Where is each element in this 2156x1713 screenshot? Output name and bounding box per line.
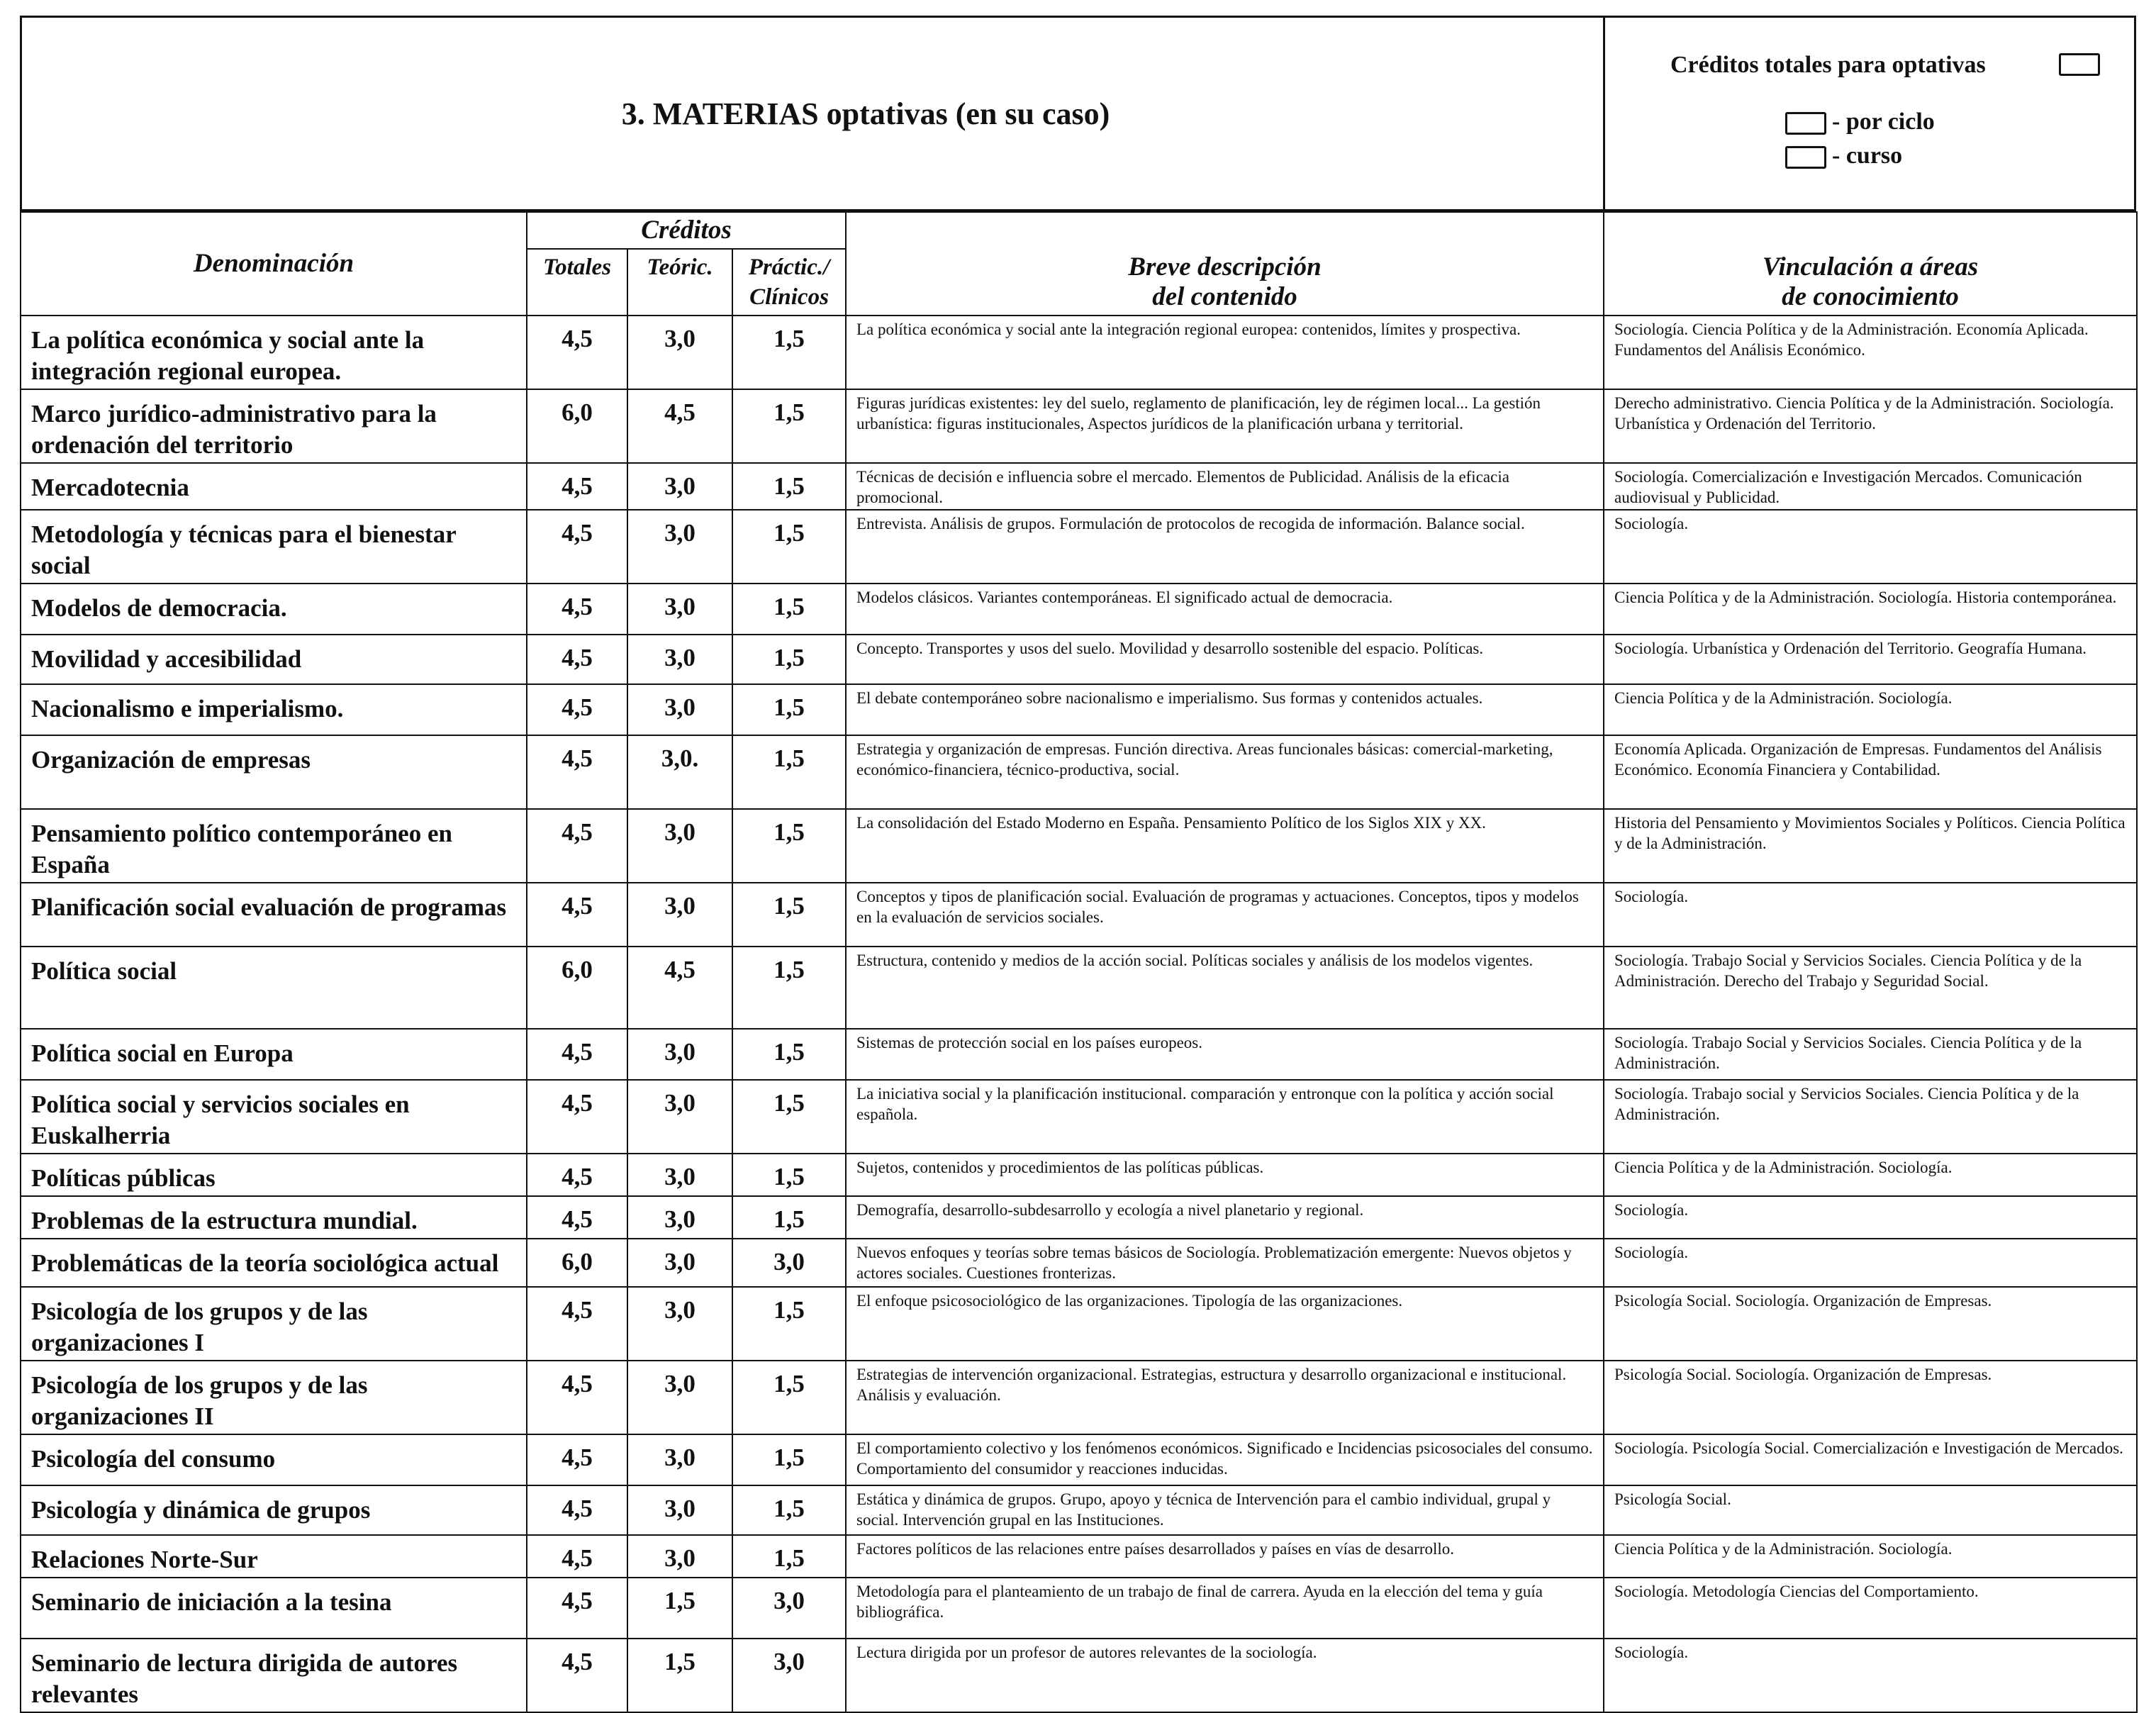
table-row	[21, 1434, 2137, 1485]
totales-value: 4,5	[527, 684, 627, 735]
subject-name: Políticas públicas	[21, 1154, 527, 1196]
teoric-value: 1,5	[627, 1578, 732, 1639]
teoric-value: 3,0	[627, 1485, 732, 1535]
totales-value: 4,5	[527, 1485, 627, 1535]
table-row	[21, 1239, 2137, 1287]
practic-value: 1,5	[732, 635, 846, 684]
subject-description: Lectura dirigida por un profesor de autores relevantes de la sociología.	[846, 1639, 1604, 1712]
subject-areas: Sociología.	[1604, 883, 2137, 947]
subject-areas: Sociología. Psicología Social. Comercialización e Investigación de Mercados.	[1604, 1434, 2137, 1485]
practic-value: 1,5	[732, 1287, 846, 1361]
subject-areas: Psicología Social. Sociología. Organización de Empresas.	[1604, 1361, 2137, 1434]
creditos-totales-box	[2059, 53, 2100, 76]
subject-description: Demografía, desarrollo-subdesarrollo y ecología a nivel planetario y regional.	[846, 1196, 1604, 1239]
col-vinculacion-line1: Vinculación a áreas	[1762, 252, 1979, 281]
teoric-value: 3,0	[627, 1361, 732, 1434]
subject-areas: Ciencia Política y de la Administración. Sociología.	[1604, 1535, 2137, 1578]
table-row	[21, 584, 2137, 635]
subject-description: Modelos clásicos. Variantes contemporáneas. El significado actual de democracia.	[846, 584, 1604, 635]
por-ciclo-box	[1785, 112, 1826, 135]
subject-description: Conceptos y tipos de planificación social. Evaluación de programas y actuaciones. Conceptos, tipos y modelos en la evaluación de servicios sociales.	[846, 883, 1604, 947]
subject-areas: Sociología. Comercialización e Investigación Mercados. Comunicación audiovisual y Publicidad.	[1604, 463, 2137, 510]
practic-value: 1,5	[732, 883, 846, 947]
col-practic-line2: Clínicos	[749, 284, 829, 310]
totales-value: 4,5	[527, 809, 627, 883]
practic-value: 1,5	[732, 1361, 846, 1434]
col-totales: Totales	[527, 249, 627, 316]
table-row	[21, 684, 2137, 735]
teoric-value: 3,0	[627, 1029, 732, 1080]
table-row	[21, 735, 2137, 809]
subject-name: Pensamiento político contemporáneo en España	[21, 809, 527, 883]
subject-areas: Sociología. Ciencia Política y de la Administración. Economía Aplicada. Fundamentos del Análisis Económico.	[1604, 316, 2137, 389]
subject-areas: Sociología. Metodología Ciencias del Comportamiento.	[1604, 1578, 2137, 1639]
col-vinculacion	[1604, 212, 2137, 316]
subject-description: Nuevos enfoques y teorías sobre temas básicos de Sociología. Problematización emergente: Nuevos objetos y actores sociales. Cuestiones fronterizas.	[846, 1239, 1604, 1287]
practic-value: 1,5	[732, 389, 846, 463]
table-row	[21, 1080, 2137, 1154]
table-row	[21, 947, 2137, 1029]
table-row	[21, 635, 2137, 684]
page-title: 3. MATERIAS optativas (en su caso)	[621, 96, 1110, 131]
col-creditos: Créditos	[527, 212, 846, 249]
teoric-value: 3,0	[627, 1434, 732, 1485]
table-row	[21, 1361, 2137, 1434]
subject-areas: Psicología Social. Sociología. Organización de Empresas.	[1604, 1287, 2137, 1361]
totales-value: 4,5	[527, 510, 627, 584]
por-ciclo-row	[1785, 108, 1935, 135]
subject-description: Entrevista. Análisis de grupos. Formulación de protocolos de recogida de información. Balance social.	[846, 510, 1604, 584]
subject-description: La consolidación del Estado Moderno en España. Pensamiento Político de los Siglos XIX y XX.	[846, 809, 1604, 883]
subject-areas: Ciencia Política y de la Administración. Sociología.	[1604, 1154, 2137, 1196]
por-ciclo-label: - por ciclo	[1832, 108, 1935, 135]
practic-value: 1,5	[732, 510, 846, 584]
col-denominacion: Denominación	[21, 212, 527, 316]
totales-value: 4,5	[527, 1434, 627, 1485]
subject-areas: Derecho administrativo. Ciencia Política y de la Administración. Sociología. Urbanística y Ordenación del Territorio.	[1604, 389, 2137, 463]
subject-name: Psicología de los grupos y de las organizaciones I	[21, 1287, 527, 1361]
subject-name: Psicología de los grupos y de las organizaciones II	[21, 1361, 527, 1434]
teoric-value: 3,0	[627, 635, 732, 684]
practic-value: 1,5	[732, 1535, 846, 1578]
teoric-value: 3,0	[627, 1535, 732, 1578]
subject-areas: Economía Aplicada. Organización de Empresas. Fundamentos del Análisis Económico. Economía Financiera y Contabilidad.	[1604, 735, 2137, 809]
col-teoric: Teóric.	[627, 249, 732, 316]
teoric-value: 3,0	[627, 1196, 732, 1239]
subject-areas: Ciencia Política y de la Administración. Sociología.	[1604, 684, 2137, 735]
subject-name: Política social en Europa	[21, 1029, 527, 1080]
teoric-value: 3,0	[627, 316, 732, 389]
teoric-value: 3,0	[627, 510, 732, 584]
subject-description: El enfoque psicosociológico de las organizaciones. Tipología de las organizaciones.	[846, 1287, 1604, 1361]
totales-value: 6,0	[527, 947, 627, 1029]
subject-description: El comportamiento colectivo y los fenómenos económicos. Significado e Incidencias psicosociales del consumo. Comportamiento del consumidor y reacciones inducidas.	[846, 1434, 1604, 1485]
header-box	[20, 16, 2136, 211]
practic-value: 1,5	[732, 1154, 846, 1196]
table-row	[21, 1154, 2137, 1196]
subject-name: Problemas de la estructura mundial.	[21, 1196, 527, 1239]
subject-description: El debate contemporáneo sobre nacionalismo e imperialismo. Sus formas y contenidos actuales.	[846, 684, 1604, 735]
practic-value: 1,5	[732, 1196, 846, 1239]
subject-description: Estrategias de intervención organizacional. Estrategias, estructura y desarrollo organizacional e institucional. Análisis y evaluación.	[846, 1361, 1604, 1434]
teoric-value: 3,0	[627, 584, 732, 635]
col-descripcion-line1: Breve descripción	[1128, 252, 1322, 281]
practic-value: 1,5	[732, 809, 846, 883]
totales-value: 6,0	[527, 1239, 627, 1287]
totales-value: 4,5	[527, 1535, 627, 1578]
subject-areas: Sociología. Trabajo Social y Servicios Sociales. Ciencia Política y de la Administración. Derecho del Trabajo y Seguridad Social.	[1604, 947, 2137, 1029]
subject-name: Seminario de lectura dirigida de autores relevantes	[21, 1639, 527, 1712]
practic-value: 1,5	[732, 735, 846, 809]
practic-value: 1,5	[732, 1434, 846, 1485]
totales-value: 4,5	[527, 1287, 627, 1361]
subject-name: Política social y servicios sociales en Euskalherria	[21, 1080, 527, 1154]
totales-value: 6,0	[527, 389, 627, 463]
curso-label: - curso	[1832, 143, 1903, 169]
materias-rows	[21, 316, 2137, 1712]
subject-name: Psicología y dinámica de grupos	[21, 1485, 527, 1535]
subject-name: Relaciones Norte-Sur	[21, 1535, 527, 1578]
subject-name: Marco jurídico-administrativo para la ordenación del territorio	[21, 389, 527, 463]
teoric-value: 3,0	[627, 463, 732, 510]
teoric-value: 1,5	[627, 1639, 732, 1712]
subject-description: La política económica y social ante la integración regional europea: contenidos, límites y prospectiva.	[846, 316, 1604, 389]
totales-value: 4,5	[527, 1361, 627, 1434]
practic-value: 3,0	[732, 1239, 846, 1287]
subject-areas: Ciencia Política y de la Administración. Sociología. Historia contemporánea.	[1604, 584, 2137, 635]
col-practic	[732, 249, 846, 316]
totales-value: 4,5	[527, 1029, 627, 1080]
subject-name: La política económica y social ante la integración regional europea.	[21, 316, 527, 389]
subject-description: Metodología para el planteamiento de un trabajo de final de carrera. Ayuda en la elección del tema y guía bibliográfica.	[846, 1578, 1604, 1639]
col-vinculacion-line2: de conocimiento	[1782, 282, 1959, 311]
col-practic-line1: Práctic./	[748, 255, 830, 280]
subject-areas: Sociología. Trabajo Social y Servicios Sociales. Ciencia Política y de la Administración.	[1604, 1029, 2137, 1080]
practic-value: 3,0	[732, 1578, 846, 1639]
practic-value: 1,5	[732, 584, 846, 635]
subject-areas: Sociología.	[1604, 1239, 2137, 1287]
practic-value: 1,5	[732, 1080, 846, 1154]
header-title-cell	[22, 18, 1605, 209]
totales-value: 4,5	[527, 1080, 627, 1154]
practic-value: 3,0	[732, 1639, 846, 1712]
teoric-value: 3,0	[627, 1154, 732, 1196]
subject-description: Concepto. Transportes y usos del suelo. Movilidad y desarrollo sostenible del espacio. Políticas.	[846, 635, 1604, 684]
subject-name: Organización de empresas	[21, 735, 527, 809]
subject-name: Planificación social evaluación de programas	[21, 883, 527, 947]
table-row	[21, 883, 2137, 947]
subject-name: Modelos de democracia.	[21, 584, 527, 635]
totales-value: 4,5	[527, 735, 627, 809]
table-row	[21, 463, 2137, 510]
subject-description: La iniciativa social y la planificación institucional. comparación y entronque con la política y acción social española.	[846, 1080, 1604, 1154]
subject-name: Mercadotecnia	[21, 463, 527, 510]
teoric-value: 3,0	[627, 1239, 732, 1287]
practic-value: 1,5	[732, 1485, 846, 1535]
subject-name: Seminario de iniciación a la tesina	[21, 1578, 527, 1639]
table-row	[21, 1287, 2137, 1361]
practic-value: 1,5	[732, 947, 846, 1029]
table-row	[21, 1196, 2137, 1239]
subject-areas: Sociología. Trabajo social y Servicios Sociales. Ciencia Política y de la Administración.	[1604, 1080, 2137, 1154]
table-row	[21, 1535, 2137, 1578]
totales-value: 4,5	[527, 1578, 627, 1639]
totales-value: 4,5	[527, 635, 627, 684]
table-row	[21, 510, 2137, 584]
subject-name: Psicología del consumo	[21, 1434, 527, 1485]
teoric-value: 4,5	[627, 389, 732, 463]
teoric-value: 3,0	[627, 1287, 732, 1361]
table-row	[21, 1485, 2137, 1535]
subject-description: Estrategia y organización de empresas. Función directiva. Areas funcionales básicas: comercial-marketing, económico-financiera, técnico-productiva, social.	[846, 735, 1604, 809]
teoric-value: 3,0	[627, 809, 732, 883]
subject-areas: Psicología Social.	[1604, 1485, 2137, 1535]
materias-table	[20, 211, 2138, 1713]
credits-summary-cell	[1605, 18, 2134, 209]
totales-value: 4,5	[527, 463, 627, 510]
teoric-value: 4,5	[627, 947, 732, 1029]
totales-value: 4,5	[527, 1639, 627, 1712]
subject-description: Figuras jurídicas existentes: ley del suelo, reglamento de planificación, ley de régimen local... La gestión urbanística: figuras institucionales, Aspectos jurídicos de la planificación urbana y territorial.	[846, 389, 1604, 463]
subject-areas: Sociología.	[1604, 1196, 2137, 1239]
curso-box	[1785, 146, 1826, 169]
subject-areas: Sociología.	[1604, 510, 2137, 584]
creditos-totales-label: Créditos totales para optativas	[1670, 52, 1986, 78]
document-page	[20, 16, 2136, 1713]
col-descripcion	[846, 212, 1604, 316]
curso-row	[1785, 143, 1902, 169]
practic-value: 1,5	[732, 316, 846, 389]
teoric-value: 3,0	[627, 684, 732, 735]
practic-value: 1,5	[732, 1029, 846, 1080]
subject-description: Estructura, contenido y medios de la acción social. Políticas sociales y análisis de los modelos vigentes.	[846, 947, 1604, 1029]
teoric-value: 3,0	[627, 883, 732, 947]
table-row	[21, 809, 2137, 883]
table-row	[21, 1578, 2137, 1639]
col-descripcion-line2: del contenido	[1152, 282, 1297, 311]
practic-value: 1,5	[732, 463, 846, 510]
totales-value: 4,5	[527, 883, 627, 947]
subject-description: Factores políticos de las relaciones entre países desarrollados y países en vías de desarrollo.	[846, 1535, 1604, 1578]
table-row	[21, 316, 2137, 389]
subject-name: Nacionalismo e imperialismo.	[21, 684, 527, 735]
subject-description: Técnicas de decisión e influencia sobre el mercado. Elementos de Publicidad. Análisis de la eficacia promocional.	[846, 463, 1604, 510]
subject-areas: Sociología. Urbanística y Ordenación del Territorio. Geografía Humana.	[1604, 635, 2137, 684]
subject-name: Movilidad y accesibilidad	[21, 635, 527, 684]
totales-value: 4,5	[527, 316, 627, 389]
totales-value: 4,5	[527, 1154, 627, 1196]
table-row	[21, 389, 2137, 463]
subject-areas: Sociología.	[1604, 1639, 2137, 1712]
subject-areas: Historia del Pensamiento y Movimientos Sociales y Políticos. Ciencia Política y de la Administración.	[1604, 809, 2137, 883]
subject-description: Sistemas de protección social en los países europeos.	[846, 1029, 1604, 1080]
teoric-value: 3,0.	[627, 735, 732, 809]
subject-name: Política social	[21, 947, 527, 1029]
subject-description: Estática y dinámica de grupos. Grupo, apoyo y técnica de Intervención para el cambio individual, grupal y social. Intervención grupal en las Instituciones.	[846, 1485, 1604, 1535]
practic-value: 1,5	[732, 684, 846, 735]
subject-name: Problemáticas de la teoría sociológica actual	[21, 1239, 527, 1287]
totales-value: 4,5	[527, 584, 627, 635]
subject-description: Sujetos, contenidos y procedimientos de las políticas públicas.	[846, 1154, 1604, 1196]
totales-value: 4,5	[527, 1196, 627, 1239]
teoric-value: 3,0	[627, 1080, 732, 1154]
table-row	[21, 1639, 2137, 1712]
table-row	[21, 1029, 2137, 1080]
subject-name: Metodología y técnicas para el bienestar social	[21, 510, 527, 584]
